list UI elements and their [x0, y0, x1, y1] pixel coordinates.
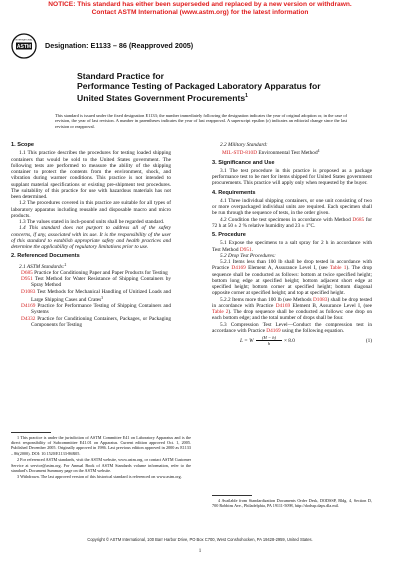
footnote-2: 2 For referenced ASTM standards, visit the ASTM website, www.astm.org, or contact ASTM Customer Service at service@astm.org. For Annual Book of ASTM Standards volume information, refer to the standard's Document Summary page on the ASTM website. [11, 457, 191, 473]
scope-heading: 1. Scope [11, 142, 35, 148]
link-d4169-a[interactable]: D4169 [231, 265, 246, 272]
referenced-documents-heading: 2. Referenced Documents [11, 253, 80, 260]
notice-line-1: NOTICE: This standard has either been superseded and replaced by a new version or withdrawn. [48, 1, 352, 8]
link-table-1[interactable]: Table 1 [329, 265, 347, 272]
link-d951[interactable]: D951 [239, 246, 252, 253]
equation-number: (1) [365, 338, 372, 344]
para-1-2: 1.2 The procedures covered in this practice are suitable for all types of laboratory apparatus including reusable and disposable macro and micro products. [11, 200, 171, 219]
svg-text:ASTM: ASTM [16, 44, 32, 50]
para-1-4: 1.4 This standard does not purport to address all of the safety concerns, if any, associated with its use. It is the responsibility of the user of this standard to establish appropriate safety and health practices and determine the applicability of regulatory limitations prior to use. [11, 225, 171, 250]
copyright-footer: Copyright © ASTM International, 100 Barr Harbor Drive, PO Box C700, West Conshohocken, PA 19428-2959, United States. [87, 537, 313, 542]
equation-lhs: L = W [240, 338, 254, 344]
astm-logo [11, 33, 37, 59]
link-table-2[interactable]: Table 2 [212, 309, 229, 315]
title-line-3: United States Government Procurements$^1$ [77, 92, 248, 103]
para-3-1: 3.1 The test procedure in this practice is proposed as a package performance test to be met for items shipped for United States government procurements. This practice will apply only when requested by the buyer. [212, 167, 372, 187]
document-title [77, 72, 377, 103]
para-4-1: 4.1 Three individual shipping containers, or one unit consisting of two or more overpackaged individual units are required. Each specimen shall be run through the sequence of tests, in the order given. [212, 197, 372, 217]
para-2-2: 2.2 Military Standard: [220, 142, 268, 148]
footnote-rule-left [11, 432, 51, 433]
left-footnotes [11, 435, 191, 481]
link-d1083[interactable]: D1083 [312, 296, 328, 303]
notice-line-2: Contact ASTM International (www.astm.org) for the latest information [91, 8, 309, 16]
designation: Designation: E1133 – 86 (Reapproved 2005) [45, 41, 194, 50]
equation-fraction [256, 335, 282, 346]
significance-heading: 3. Significance and Use [212, 159, 275, 166]
procedure-heading: 5. Procedure [212, 232, 246, 238]
para-5-2: 5.2 Drop Test Procedures: [220, 252, 276, 259]
issue-note: This standard is issued under the fixed designation E1133; the number immediately following the designation indicates the year of original adoption or, in the case of revision, the year of last revision. A number in parentheses indicates the year of last reapproval. A superscript epsilon (ε) indicates an editorial change since the last revision or reapproval. [55, 113, 347, 129]
withdrawn-notice [0, 1, 400, 16]
ref-d1083[interactable]: D1083 Test Methods for Mechanical Handling of Unitized Loads and Large Shipping Cases and Crates$^3$ [21, 288, 171, 303]
footnote-1: 1 This practice is under the jurisdiction of ASTM Committee E41 on Laboratory Apparatus and is the direct responsibility of Subcommittee E41.01 on Apparatus. Current edition approved Oct. 1, 2005. Published December 2005. Originally approved in 1986. Last previous edition approved in 2000 as E1133 – 86(2000). DOI: 10.1520/E1133-86R05. [11, 435, 191, 456]
left-column [11, 142, 171, 328]
para-1-1: 1.1 This practice describes the procedures for testing loaded shipping containers that would be sold to the United States government. The following tests are performed to measure the ability of the shipping container to protect the contents from the environment, shock, and vibration during warmer conditions. This practice is not intended to supplant material specifications or existing pre-shipment test procedures. The suitability of this practice for use with hazardous materials has not been determined. [11, 150, 171, 200]
right-footnotes [212, 498, 372, 510]
footnote-3: 3 Withdrawn. The last approved version of this historical standard is referenced on www.astm.org. [17, 474, 182, 480]
footnote-rule-right [212, 495, 252, 496]
equation-rest: × 8.0 [284, 338, 295, 344]
ref-d951[interactable]: D951 Test Method for Water Resistance of Shipping Containers by Spray Method [21, 276, 171, 289]
ref-mil-std-810d[interactable]: MIL-STD-810D Environmental Test Method$^4$ [222, 149, 320, 157]
svg-text:INTERNATIONAL: INTERNATIONAL [15, 39, 33, 42]
ref-d4332[interactable]: D4332 Practice for Conditioning Containers, Packages, or Packaging Components for Testing [21, 315, 172, 328]
para-5-2-1: 5.2.1 Items less than 100 lb shall be drop tested in accordance with Practice D4169 Element A, Assurance Level I, (see Table 1). The drop sequence shall be conducted as follows: bottom at twice specified height; bottom long edge at specified height; bottom adjacent short edge at specified height; bottom corner at specified height; bottom diagonal opposite corner at specified height; and top at specified height. [212, 259, 372, 297]
link-d4169-b[interactable]: D4169 [275, 302, 291, 309]
para-1-3: 1.3 The values stated in inch-pound units shall be regarded standard. [19, 219, 165, 225]
footnote-4: 4 Available from Standardization Documents Order Desk, DODSSP, Bldg. 4, Section D, 700 Robbins Ave., Philadelphia, PA 19111-5098, http://dodssp.daps.dla.mil. [212, 498, 372, 509]
page-number: 1 [198, 549, 202, 554]
link-d4169-c[interactable]: D4169 [266, 327, 281, 334]
ref-d4169[interactable]: D4169 Practice for Performance Testing of Shipping Containers and Systems [21, 303, 171, 316]
requirements-heading: 4. Requirements [212, 189, 256, 196]
para-5-2-2: 5.2.2 Items more than 100 lb (see Methods D1083) shall be drop tested in accordance with Practice D4169 Element B, Assurance Level I, (see Table 2). The drop sequence shall be conducted as follows: one drop on each bottom edge; and the total number of drops shall be four. [212, 296, 372, 322]
equation-denominator: h [267, 341, 271, 346]
link-d685[interactable]: D685 [352, 216, 365, 223]
para-2-1: 2.1 ASTM Standards:$^2$ [19, 262, 67, 270]
right-column [212, 142, 372, 350]
ref-d685[interactable]: D685 Practice for Conditioning Paper and Paper Products for Testing [21, 269, 168, 276]
equation-numerator: (H − h) [256, 335, 282, 341]
equation-1 [212, 335, 372, 348]
title-line-1: Standard Practice for [77, 71, 164, 81]
para-5-3: 5.3 Compression Test Level—Conduct the compression test in accordance with Practice D4169 using the following equation. [212, 321, 372, 334]
para-4-2: 4.2 Condition the test specimens in accordance with Method D685 for 72 h at 50 ± 2 % relative humidity and 23 ± 1°C. [212, 216, 372, 229]
title-line-2: Performance Testing of Packaged Laboratory Apparatus for [77, 80, 321, 91]
para-5-1: 5.1 Expose the specimens to a salt spray for 2 h in accordance with Test Method D951. [212, 240, 372, 253]
